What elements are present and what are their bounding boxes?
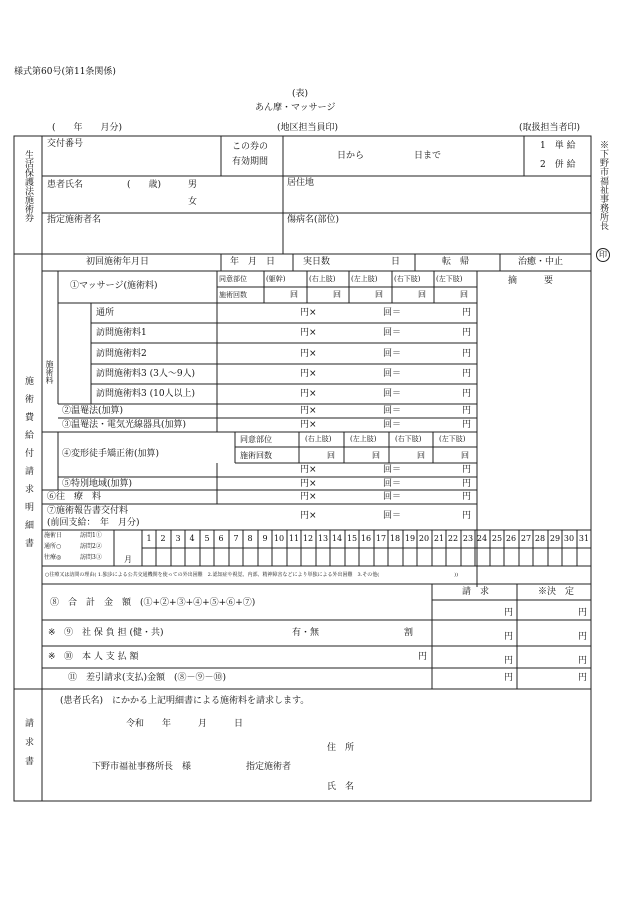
single-benefit: 1 単 給	[540, 141, 576, 151]
claim-yen-1: 円	[504, 632, 514, 642]
deformity-consent-label: 同意部位	[240, 435, 272, 444]
request-addressee: 下野市福祉事務所長 様	[92, 762, 192, 772]
calendar-day-5: 5	[204, 534, 210, 543]
claim-yen-3: 円	[504, 673, 514, 683]
actual-days-label: 実日数	[303, 257, 331, 267]
validity-to: 日まで	[414, 151, 442, 161]
massage-part-4: (左下肢)	[436, 275, 463, 283]
calendar-head: 施術日	[44, 532, 63, 539]
calendar-day-27: 27	[520, 534, 532, 543]
calendar-day-9: 9	[262, 534, 268, 543]
limb-times-2: 回	[417, 451, 425, 460]
request-date: 令和 年 月 日	[126, 719, 244, 729]
claim-header: 請 求	[462, 587, 490, 597]
massage-times-1: 回	[333, 290, 341, 299]
first-date-ymd: 年 月 日	[230, 257, 276, 267]
seal-icon: 印	[596, 248, 610, 262]
calendar-day-8: 8	[247, 534, 253, 543]
total-label: ⑧ 合 計 金 額 (①+②+③+④+⑤+⑥+⑦)	[50, 598, 256, 608]
limb-part-0: (右上肢)	[305, 435, 332, 443]
times-eq-s1: 回＝	[383, 328, 402, 338]
decision-yen-3: 円	[578, 673, 588, 683]
massage-times-4: 回	[460, 290, 468, 299]
deformity-count-label: 施術回数	[240, 451, 272, 460]
calendar-day-18: 18	[389, 534, 401, 543]
patient-name-label: 患者氏名	[47, 180, 84, 190]
calendar-day-31: 31	[578, 534, 590, 543]
times-eq-f4: 回＝	[383, 492, 402, 502]
social-yesno: 有・無	[292, 628, 320, 638]
hot-pack-electric-label: ③温罨法・電気光線器具(加算)	[62, 420, 187, 430]
injury-label: 傷病名(部位)	[287, 215, 340, 225]
limb-part-2: (右下肢)	[395, 435, 422, 443]
day-unit: 日	[391, 257, 401, 267]
calendar-day-20: 20	[418, 534, 430, 543]
calendar-day-17: 17	[375, 534, 387, 543]
decision-yen-2: 円	[578, 656, 588, 666]
rate-unit-f2: 円×	[300, 465, 317, 475]
rate-unit-f5: 円×	[300, 511, 317, 521]
age-label: ( 歳)	[127, 180, 162, 190]
calendar-day-21: 21	[433, 534, 445, 543]
rate-unit-f0: 円×	[300, 406, 317, 416]
details-section-label: 施術費給付請求明細書	[23, 376, 33, 556]
times-eq-f2: 回＝	[383, 465, 402, 475]
calendar-visit-2: 訪問2②	[80, 543, 102, 550]
handler-seal-label: (取扱担当者印)	[519, 123, 581, 133]
validity-label-2: 有効期間	[232, 157, 269, 167]
rate-unit-f4: 円×	[300, 492, 317, 502]
district-seal-label: (地区担当員印)	[277, 123, 339, 133]
report-fee-label-2: (前回支給： 年 月分)	[47, 518, 140, 528]
limb-part-1: (左上肢)	[350, 435, 377, 443]
calendar-day-16: 16	[360, 534, 372, 543]
claim-yen-0: 円	[504, 608, 514, 618]
times-eq-s0: 回＝	[383, 308, 402, 318]
calendar-visit-3: 訪問3③	[80, 554, 102, 561]
calendar-day-2: 2	[160, 534, 166, 543]
side-note: ※下野市福祉事務所長	[598, 140, 608, 230]
amount-yen-f1: 円	[462, 420, 472, 430]
self-pay-label: ⑩ 本 人 支 払 額	[64, 652, 139, 662]
amount-yen-s3: 円	[462, 369, 472, 379]
limb-times-0: 回	[327, 451, 335, 460]
calendar-day-7: 7	[233, 534, 239, 543]
sub-item-3: 訪問施術料3 (3人～9人)	[96, 369, 196, 379]
calendar-day-24: 24	[476, 534, 488, 543]
request-name-label: 氏 名	[327, 782, 355, 792]
request-practitioner-label: 指定施術者	[246, 762, 292, 772]
front-label: (表)	[292, 89, 309, 99]
amount-yen-s4: 円	[462, 389, 472, 399]
report-fee-label-1: ⑦施術報告書交付料	[47, 506, 129, 516]
massage-part-2: (左上肢)	[351, 275, 378, 283]
social-percent: 割	[404, 628, 414, 638]
visit-reason-note: ○往療又は訪問の理由( 1.独歩による公共交通機関を使っての外出困難 2.認知症や視覚、内部、精神障害などにより単独による外出困難 3.その他( ))	[45, 572, 459, 578]
joint-benefit: 2 併 給	[540, 160, 576, 170]
outcome-label: 転 帰	[442, 257, 470, 267]
calendar-day-6: 6	[218, 534, 224, 543]
amount-yen-f5: 円	[462, 511, 472, 521]
massage-label: ①マッサージ(施術料)	[70, 281, 158, 291]
consent-part-label: 同意部位	[219, 275, 247, 283]
rate-unit-s1: 円×	[300, 328, 317, 338]
amount-yen-f3: 円	[462, 479, 472, 489]
sub-item-4: 訪問施術料3 (10人以上)	[96, 389, 196, 399]
times-eq-f0: 回＝	[383, 406, 402, 416]
calendar-day-22: 22	[447, 534, 459, 543]
massage-times-2: 回	[375, 290, 383, 299]
times-eq-s2: 回＝	[383, 349, 402, 359]
residence-label: 居住地	[287, 178, 315, 188]
amount-yen-s1: 円	[462, 328, 472, 338]
limb-part-3: (左下肢)	[439, 435, 466, 443]
rate-unit-s2: 円×	[300, 349, 317, 359]
rate-unit-s0: 円×	[300, 308, 317, 318]
times-eq-f3: 回＝	[383, 479, 402, 489]
travel-fee-label: ⑥往 療 料	[47, 492, 102, 502]
calendar-day-12: 12	[302, 534, 314, 543]
self-mark: ※	[48, 652, 56, 662]
request-address-label: 住 所	[327, 743, 355, 753]
decision-yen-1: 円	[578, 632, 588, 642]
rate-unit-s3: 円×	[300, 369, 317, 379]
female-label: 女	[188, 197, 198, 207]
times-eq-f1: 回＝	[383, 420, 402, 430]
limb-times-1: 回	[372, 451, 380, 460]
calendar-day-13: 13	[317, 534, 329, 543]
count-label: 施術回数	[219, 291, 247, 299]
amount-yen-f0: 円	[462, 406, 472, 416]
calendar-day-4: 4	[189, 534, 195, 543]
deformity-label: ④変形徒手矯正術(加算)	[62, 449, 160, 459]
calendar-month: 月	[124, 555, 132, 564]
fee-group-label: 施術料	[45, 360, 54, 384]
calendar-day-25: 25	[491, 534, 503, 543]
sub-item-0: 通所	[96, 308, 115, 318]
amount-yen-f2: 円	[462, 465, 472, 475]
page-title: あん摩・マッサージ	[255, 103, 336, 113]
self-pay-yen: 円	[418, 652, 428, 662]
rate-unit-f3: 円×	[300, 479, 317, 489]
decision-header: ※決 定	[538, 587, 575, 597]
calendar-commute: 通所○	[44, 543, 62, 550]
deduction-label: ⑪ 差引請求(支払)金額 (⑧－⑨－⑩)	[68, 673, 227, 683]
calendar-day-11: 11	[288, 534, 300, 543]
massage-part-1: (右上肢)	[309, 275, 336, 283]
calendar-travel: 往療◎	[44, 554, 62, 561]
remarks-label: 摘 要	[508, 276, 554, 286]
calendar-day-26: 26	[505, 534, 517, 543]
massage-times-3: 回	[418, 290, 426, 299]
sub-item-2: 訪問施術料2	[96, 349, 147, 359]
calendar-day-3: 3	[175, 534, 181, 543]
decision-yen-0: 円	[578, 608, 588, 618]
calendar-day-28: 28	[534, 534, 546, 543]
calendar-day-15: 15	[346, 534, 358, 543]
massage-times-0: 回	[290, 290, 298, 299]
outcome-value: 治癒・中止	[518, 257, 564, 267]
times-eq-s4: 回＝	[383, 389, 402, 399]
calendar-day-1: 1	[146, 534, 152, 543]
request-text: (患者氏名) にかかる上記明細書による施術料を請求します。	[60, 696, 310, 706]
calendar-day-14: 14	[331, 534, 343, 543]
calendar-day-29: 29	[549, 534, 561, 543]
times-eq-f5: 回＝	[383, 511, 402, 521]
calendar-day-10: 10	[273, 534, 285, 543]
times-eq-s3: 回＝	[383, 369, 402, 379]
validity-from: 日から	[337, 151, 365, 161]
hot-pack-label: ②温罨法(加算)	[62, 406, 124, 416]
practitioner-label: 指定施術者名	[47, 215, 102, 225]
male-label: 男	[188, 180, 198, 190]
request-section-label: 請求書	[23, 718, 33, 775]
validity-label-1: この券の	[232, 142, 269, 152]
limb-times-3: 回	[461, 451, 469, 460]
social-label: ⑨ 社 保 負 担 (健・共)	[64, 628, 164, 638]
sub-item-1: 訪問施術料1	[96, 328, 147, 338]
first-date-label: 初回施術年月日	[86, 257, 150, 267]
rate-unit-s4: 円×	[300, 389, 317, 399]
amount-yen-s2: 円	[462, 349, 472, 359]
rate-unit-f1: 円×	[300, 420, 317, 430]
massage-part-3: (右下肢)	[394, 275, 421, 283]
social-mark: ※	[48, 628, 56, 638]
delivery-number-label: 交付番号	[47, 139, 84, 149]
special-area-label: ⑤特別地域(加算)	[62, 479, 133, 489]
billing-month: ( 年 月分)	[52, 123, 123, 133]
calendar-day-30: 30	[563, 534, 575, 543]
claim-yen-2: 円	[504, 656, 514, 666]
ticket-section-label: 生活保護法施術券	[23, 150, 33, 222]
calendar-day-23: 23	[462, 534, 474, 543]
form-number: 様式第60号(第11条関係)	[14, 67, 116, 77]
massage-part-0: (躯幹)	[266, 275, 286, 283]
calendar-day-19: 19	[404, 534, 416, 543]
calendar-visit-1: 訪問1①	[80, 532, 102, 539]
amount-yen-f4: 円	[462, 492, 472, 502]
amount-yen-s0: 円	[462, 308, 472, 318]
